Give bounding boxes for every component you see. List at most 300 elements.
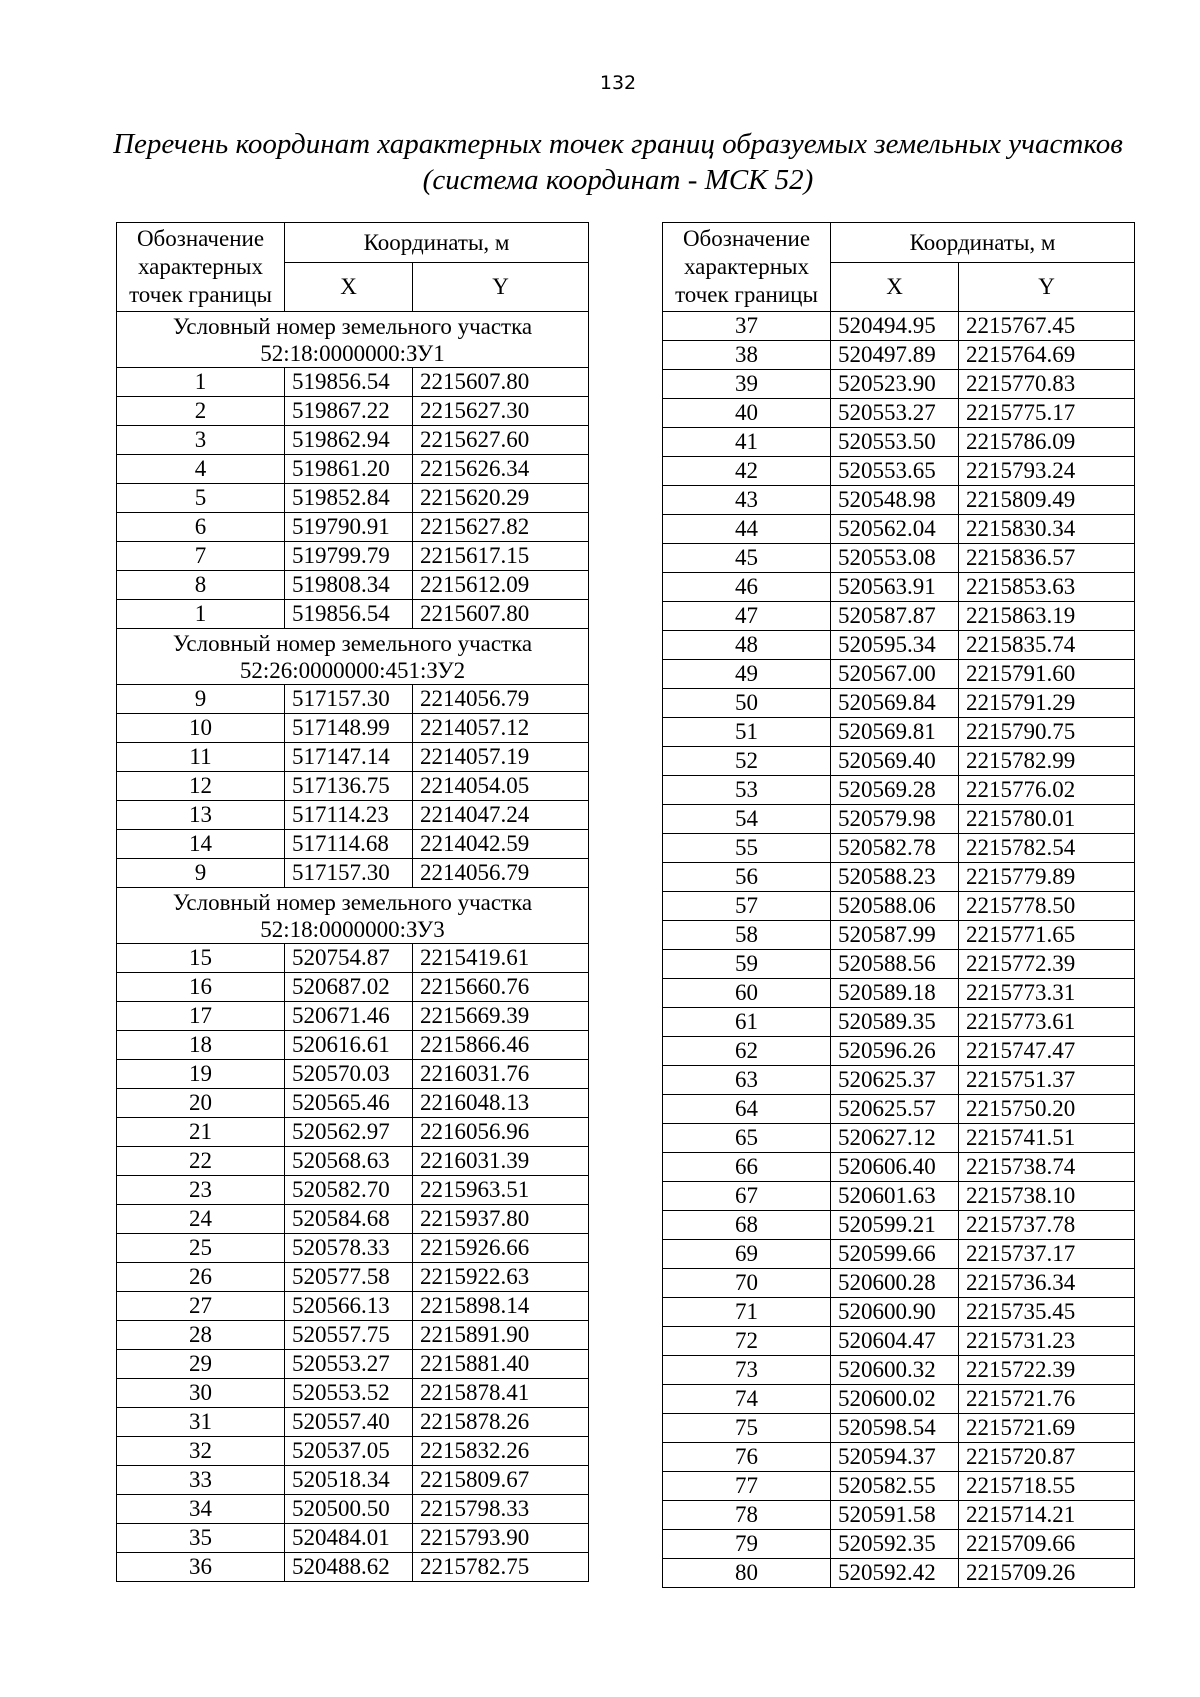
point-cell: 48 (663, 631, 831, 660)
y-cell: 2214057.12 (413, 714, 589, 743)
table-row (663, 660, 1135, 689)
table-row (117, 1002, 589, 1031)
x-cell: 520616.61 (285, 1031, 413, 1060)
table-row (117, 1292, 589, 1321)
table-row (117, 513, 589, 542)
point-cell: 69 (663, 1240, 831, 1269)
table-row (117, 1408, 589, 1437)
x-cell: 520589.18 (831, 979, 959, 1008)
y-cell: 2215620.29 (413, 484, 589, 513)
point-cell: 10 (117, 714, 285, 743)
x-cell: 520584.68 (285, 1205, 413, 1234)
table-row (663, 1298, 1135, 1327)
y-cell: 2215782.54 (959, 834, 1135, 863)
table-row (117, 1466, 589, 1495)
y-cell: 2215830.34 (959, 515, 1135, 544)
x-cell: 520600.28 (831, 1269, 959, 1298)
table-row (117, 1147, 589, 1176)
x-cell: 520601.63 (831, 1182, 959, 1211)
point-cell: 58 (663, 921, 831, 950)
point-cell: 2 (117, 397, 285, 426)
x-cell: 520600.90 (831, 1298, 959, 1327)
table-row (117, 426, 589, 455)
table-row (663, 1385, 1135, 1414)
point-cell: 57 (663, 892, 831, 921)
group-title-row (117, 888, 589, 944)
x-cell: 520671.46 (285, 1002, 413, 1031)
x-cell: 520497.89 (831, 341, 959, 370)
y-cell: 2215798.33 (413, 1495, 589, 1524)
table-row (663, 950, 1135, 979)
point-cell: 16 (117, 973, 285, 1002)
x-cell: 520557.40 (285, 1408, 413, 1437)
y-cell: 2215937.80 (413, 1205, 589, 1234)
point-cell: 38 (663, 341, 831, 370)
table-row (663, 457, 1135, 486)
table-row (663, 1124, 1135, 1153)
x-cell: 520548.98 (831, 486, 959, 515)
table-row (663, 1472, 1135, 1501)
table-row (663, 979, 1135, 1008)
point-cell: 71 (663, 1298, 831, 1327)
point-cell: 39 (663, 370, 831, 399)
table-row (117, 944, 589, 973)
point-cell: 43 (663, 486, 831, 515)
table-left-body (117, 312, 589, 1582)
table-row (117, 1031, 589, 1060)
x-cell: 520592.35 (831, 1530, 959, 1559)
parcel-group-label: Условный номер земельного участка (172, 889, 533, 915)
table-row (663, 602, 1135, 631)
table-row (117, 714, 589, 743)
table-row (663, 428, 1135, 457)
x-cell: 519790.91 (285, 513, 413, 542)
y-cell: 2214042.59 (413, 830, 589, 859)
x-cell: 517148.99 (285, 714, 413, 743)
x-cell: 520582.78 (831, 834, 959, 863)
x-cell: 520579.98 (831, 805, 959, 834)
y-cell: 2215866.46 (413, 1031, 589, 1060)
y-cell: 2215863.19 (959, 602, 1135, 631)
title-line-1: Перечень координат характерных точек границ образуемых земельных участков (113, 128, 1123, 160)
x-cell: 519861.20 (285, 455, 413, 484)
y-cell: 2215750.20 (959, 1095, 1135, 1124)
y-cell: 2215721.76 (959, 1385, 1135, 1414)
x-cell: 520577.58 (285, 1263, 413, 1292)
table-right-body (663, 312, 1135, 1588)
y-cell: 2215809.67 (413, 1466, 589, 1495)
x-cell: 520566.13 (285, 1292, 413, 1321)
table-row (117, 1263, 589, 1292)
parcel-number: 52:26:0000000:451:ЗУ2 (239, 657, 466, 683)
y-cell: 2215617.15 (413, 542, 589, 571)
x-cell: 520553.27 (285, 1350, 413, 1379)
point-cell: 22 (117, 1147, 285, 1176)
y-cell: 2215721.69 (959, 1414, 1135, 1443)
y-cell: 2215669.39 (413, 1002, 589, 1031)
point-cell: 62 (663, 1037, 831, 1066)
page-title (0, 126, 1200, 198)
y-cell: 2215926.66 (413, 1234, 589, 1263)
x-cell: 520582.55 (831, 1472, 959, 1501)
y-cell: 2215772.39 (959, 950, 1135, 979)
table-row (663, 921, 1135, 950)
table-row (117, 455, 589, 484)
table-row (663, 1008, 1135, 1037)
x-cell: 517147.14 (285, 743, 413, 772)
y-cell: 2215835.74 (959, 631, 1135, 660)
x-cell: 520553.52 (285, 1379, 413, 1408)
point-cell: 37 (663, 312, 831, 341)
table-row (663, 1559, 1135, 1588)
y-cell: 2215738.10 (959, 1182, 1135, 1211)
table-row (663, 1501, 1135, 1530)
x-cell: 520562.04 (831, 515, 959, 544)
title-line-2: (система координат - МСК 52) (422, 164, 814, 196)
point-cell: 52 (663, 747, 831, 776)
table-row (663, 689, 1135, 718)
point-cell: 6 (117, 513, 285, 542)
y-cell: 2215791.60 (959, 660, 1135, 689)
header-point-label: Обозначение характерных точек границы (117, 223, 285, 312)
header-coords-label: Координаты, м (831, 223, 1135, 263)
x-cell: 520569.84 (831, 689, 959, 718)
point-cell: 76 (663, 1443, 831, 1472)
table-row (117, 1379, 589, 1408)
y-cell: 2215782.75 (413, 1553, 589, 1582)
table-row (663, 341, 1135, 370)
x-cell: 520500.50 (285, 1495, 413, 1524)
table-row (663, 747, 1135, 776)
point-cell: 29 (117, 1350, 285, 1379)
y-cell: 2215773.61 (959, 1008, 1135, 1037)
y-cell: 2215780.01 (959, 805, 1135, 834)
y-cell: 2215718.55 (959, 1472, 1135, 1501)
point-cell: 46 (663, 573, 831, 602)
y-cell: 2215891.90 (413, 1321, 589, 1350)
x-cell: 520587.87 (831, 602, 959, 631)
y-cell: 2215607.80 (413, 600, 589, 629)
table-row (663, 805, 1135, 834)
point-cell: 31 (117, 1408, 285, 1437)
x-cell: 520582.70 (285, 1176, 413, 1205)
y-cell: 2215878.41 (413, 1379, 589, 1408)
x-cell: 520596.26 (831, 1037, 959, 1066)
point-cell: 64 (663, 1095, 831, 1124)
table-row (117, 973, 589, 1002)
y-cell: 2214047.24 (413, 801, 589, 830)
y-cell: 2215709.66 (959, 1530, 1135, 1559)
point-cell: 13 (117, 801, 285, 830)
point-cell: 66 (663, 1153, 831, 1182)
point-cell: 30 (117, 1379, 285, 1408)
x-cell: 520627.12 (831, 1124, 959, 1153)
table-row (117, 1350, 589, 1379)
point-cell: 7 (117, 542, 285, 571)
y-cell: 2215793.90 (413, 1524, 589, 1553)
x-cell: 517114.68 (285, 830, 413, 859)
table-row (663, 718, 1135, 747)
x-cell: 520588.06 (831, 892, 959, 921)
point-cell: 14 (117, 830, 285, 859)
table-row (117, 484, 589, 513)
coordinates-table-left (116, 222, 589, 1582)
y-cell: 2215741.51 (959, 1124, 1135, 1153)
point-cell: 40 (663, 399, 831, 428)
table-row (663, 1211, 1135, 1240)
table-row (663, 631, 1135, 660)
point-cell: 8 (117, 571, 285, 600)
y-cell: 2215735.45 (959, 1298, 1135, 1327)
group-title-row (117, 312, 589, 368)
point-cell: 73 (663, 1356, 831, 1385)
x-cell: 520494.95 (831, 312, 959, 341)
y-cell: 2215773.31 (959, 979, 1135, 1008)
x-cell: 520518.34 (285, 1466, 413, 1495)
header-x-label: X (285, 263, 413, 312)
y-cell: 2215778.50 (959, 892, 1135, 921)
x-cell: 520563.91 (831, 573, 959, 602)
x-cell: 520562.97 (285, 1118, 413, 1147)
x-cell: 520589.35 (831, 1008, 959, 1037)
point-cell: 20 (117, 1089, 285, 1118)
point-cell: 44 (663, 515, 831, 544)
y-cell: 2215660.76 (413, 973, 589, 1002)
x-cell: 520600.02 (831, 1385, 959, 1414)
table-row (117, 830, 589, 859)
x-cell: 520553.50 (831, 428, 959, 457)
table-row (117, 772, 589, 801)
x-cell: 520569.81 (831, 718, 959, 747)
y-cell: 2214054.05 (413, 772, 589, 801)
table-row (117, 743, 589, 772)
table-row (117, 368, 589, 397)
point-cell: 23 (117, 1176, 285, 1205)
table-row (663, 312, 1135, 341)
table-row (663, 863, 1135, 892)
x-cell: 520604.47 (831, 1327, 959, 1356)
x-cell: 520488.62 (285, 1553, 413, 1582)
x-cell: 519808.34 (285, 571, 413, 600)
y-cell: 2215809.49 (959, 486, 1135, 515)
table-row (663, 1327, 1135, 1356)
point-cell: 4 (117, 455, 285, 484)
y-cell: 2215791.29 (959, 689, 1135, 718)
point-cell: 42 (663, 457, 831, 486)
point-cell: 54 (663, 805, 831, 834)
x-cell: 520523.90 (831, 370, 959, 399)
x-cell: 520754.87 (285, 944, 413, 973)
y-cell: 2215898.14 (413, 1292, 589, 1321)
point-cell: 26 (117, 1263, 285, 1292)
parcel-group-title (117, 888, 589, 944)
point-cell: 1 (117, 600, 285, 629)
y-cell: 2215776.02 (959, 776, 1135, 805)
point-cell: 5 (117, 484, 285, 513)
point-cell: 35 (117, 1524, 285, 1553)
point-cell: 77 (663, 1472, 831, 1501)
table-row (117, 859, 589, 888)
table-row (663, 399, 1135, 428)
x-cell: 520578.33 (285, 1234, 413, 1263)
table-row (117, 542, 589, 571)
point-cell: 27 (117, 1292, 285, 1321)
point-cell: 78 (663, 1501, 831, 1530)
point-cell: 19 (117, 1060, 285, 1089)
parcel-group-title (117, 312, 589, 368)
point-cell: 34 (117, 1495, 285, 1524)
y-cell: 2215832.26 (413, 1437, 589, 1466)
x-cell: 520591.58 (831, 1501, 959, 1530)
table-row (663, 892, 1135, 921)
point-cell: 80 (663, 1559, 831, 1588)
y-cell: 2215627.82 (413, 513, 589, 542)
y-cell: 2215775.17 (959, 399, 1135, 428)
y-cell: 2215607.80 (413, 368, 589, 397)
y-cell: 2215627.60 (413, 426, 589, 455)
x-cell: 520570.03 (285, 1060, 413, 1089)
y-cell: 2215709.26 (959, 1559, 1135, 1588)
point-cell: 70 (663, 1269, 831, 1298)
x-cell: 520557.75 (285, 1321, 413, 1350)
x-cell: 519862.94 (285, 426, 413, 455)
table-row (117, 1176, 589, 1205)
y-cell: 2216056.96 (413, 1118, 589, 1147)
x-cell: 520569.28 (831, 776, 959, 805)
y-cell: 2215731.23 (959, 1327, 1135, 1356)
table-row (117, 397, 589, 426)
point-cell: 63 (663, 1066, 831, 1095)
table-row (663, 515, 1135, 544)
table-row (663, 573, 1135, 602)
x-cell: 520565.46 (285, 1089, 413, 1118)
point-cell: 50 (663, 689, 831, 718)
point-cell: 25 (117, 1234, 285, 1263)
y-cell: 2215722.39 (959, 1356, 1135, 1385)
point-cell: 15 (117, 944, 285, 973)
y-cell: 2215922.63 (413, 1263, 589, 1292)
y-cell: 2215738.74 (959, 1153, 1135, 1182)
y-cell: 2215737.78 (959, 1211, 1135, 1240)
point-cell: 3 (117, 426, 285, 455)
table-row (117, 685, 589, 714)
x-cell: 520595.34 (831, 631, 959, 660)
x-cell: 520625.57 (831, 1095, 959, 1124)
x-cell: 517136.75 (285, 772, 413, 801)
header-point-label: Обозначение характерных точек границы (663, 223, 831, 312)
point-cell: 75 (663, 1414, 831, 1443)
point-cell: 65 (663, 1124, 831, 1153)
x-cell: 520599.66 (831, 1240, 959, 1269)
y-cell: 2215770.83 (959, 370, 1135, 399)
y-cell: 2215736.34 (959, 1269, 1135, 1298)
x-cell: 520592.42 (831, 1559, 959, 1588)
table-row (663, 1269, 1135, 1298)
y-cell: 2215767.45 (959, 312, 1135, 341)
y-cell: 2215626.34 (413, 455, 589, 484)
y-cell: 2214056.79 (413, 685, 589, 714)
y-cell: 2215720.87 (959, 1443, 1135, 1472)
y-cell: 2215878.26 (413, 1408, 589, 1437)
table-row (663, 544, 1135, 573)
y-cell: 2216031.76 (413, 1060, 589, 1089)
x-cell: 520553.08 (831, 544, 959, 573)
table-row (663, 486, 1135, 515)
x-cell: 520598.54 (831, 1414, 959, 1443)
y-cell: 2215612.09 (413, 571, 589, 600)
table-row (663, 1182, 1135, 1211)
x-cell: 519852.84 (285, 484, 413, 513)
parcel-group-title (117, 629, 589, 685)
point-cell: 9 (117, 859, 285, 888)
x-cell: 517157.30 (285, 859, 413, 888)
table-row (663, 1530, 1135, 1559)
x-cell: 520553.65 (831, 457, 959, 486)
x-cell: 520568.63 (285, 1147, 413, 1176)
y-cell: 2215737.17 (959, 1240, 1135, 1269)
table-row (117, 1089, 589, 1118)
table-row (663, 776, 1135, 805)
x-cell: 520587.99 (831, 921, 959, 950)
point-cell: 17 (117, 1002, 285, 1031)
x-cell: 520567.00 (831, 660, 959, 689)
x-cell: 520599.21 (831, 1211, 959, 1240)
y-cell: 2215751.37 (959, 1066, 1135, 1095)
point-cell: 53 (663, 776, 831, 805)
table-row (117, 1437, 589, 1466)
y-cell: 2215714.21 (959, 1501, 1135, 1530)
y-cell: 2215779.89 (959, 863, 1135, 892)
parcel-number: 52:18:0000000:ЗУ1 (260, 340, 445, 366)
x-cell: 519856.54 (285, 600, 413, 629)
table-row (117, 571, 589, 600)
table-row (117, 1060, 589, 1089)
point-cell: 11 (117, 743, 285, 772)
x-cell: 520606.40 (831, 1153, 959, 1182)
x-cell: 519856.54 (285, 368, 413, 397)
table-row (117, 600, 589, 629)
point-cell: 51 (663, 718, 831, 747)
parcel-group-label: Условный номер земельного участка (172, 313, 533, 339)
x-cell: 520625.37 (831, 1066, 959, 1095)
point-cell: 41 (663, 428, 831, 457)
point-cell: 72 (663, 1327, 831, 1356)
point-cell: 12 (117, 772, 285, 801)
y-cell: 2214057.19 (413, 743, 589, 772)
x-cell: 520537.05 (285, 1437, 413, 1466)
y-cell: 2214056.79 (413, 859, 589, 888)
x-cell: 520588.23 (831, 863, 959, 892)
table-row (117, 801, 589, 830)
point-cell: 74 (663, 1385, 831, 1414)
table-row (663, 1037, 1135, 1066)
y-cell: 2215764.69 (959, 341, 1135, 370)
header-y-label: Y (959, 263, 1135, 312)
y-cell: 2215836.57 (959, 544, 1135, 573)
y-cell: 2215790.75 (959, 718, 1135, 747)
table-row (117, 1205, 589, 1234)
x-cell: 519867.22 (285, 397, 413, 426)
y-cell: 2215963.51 (413, 1176, 589, 1205)
y-cell: 2215793.24 (959, 457, 1135, 486)
table-row (663, 1443, 1135, 1472)
y-cell: 2215419.61 (413, 944, 589, 973)
table-row (117, 1553, 589, 1582)
point-cell: 61 (663, 1008, 831, 1037)
page-number: 132 (599, 72, 637, 94)
y-cell: 2215881.40 (413, 1350, 589, 1379)
point-cell: 56 (663, 863, 831, 892)
